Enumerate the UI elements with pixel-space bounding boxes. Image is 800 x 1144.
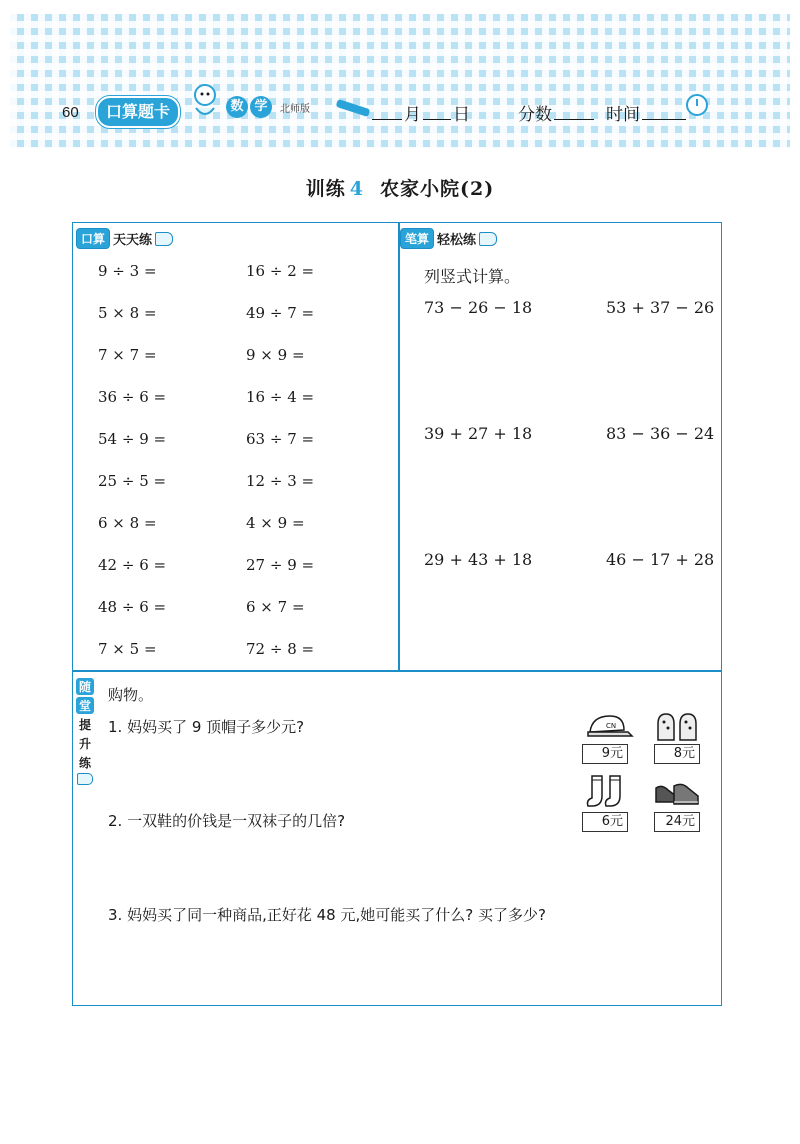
title-prefix: 训练: [305, 178, 346, 200]
oral-problem: 25 ÷ 5 =: [98, 472, 167, 490]
oral-problem: 16 ÷ 4 =: [246, 388, 315, 406]
page-number: 60: [62, 104, 79, 121]
written-expr: 46 − 17 + 28: [606, 550, 715, 569]
book-icon: [155, 232, 173, 246]
written-expr: 83 − 36 − 24: [606, 424, 715, 443]
oral-problem: 72 ÷ 8 =: [246, 640, 315, 658]
oral-problem: 5 × 8 =: [98, 304, 157, 322]
written-tag-chip: 笔算: [400, 228, 434, 249]
oral-problem: 6 × 8 =: [98, 514, 157, 532]
score-blank[interactable]: [554, 103, 594, 120]
question-3: 3. 妈妈买了同一种商品,正好花 48 元,她可能买了什么? 买了多少?: [108, 906, 546, 924]
subject-char-2: 学: [250, 96, 272, 118]
title-name: 农家小院(2): [380, 178, 495, 200]
written-tag-text: 轻松练: [437, 233, 477, 248]
oral-problem: 9 ÷ 3 =: [98, 262, 157, 280]
oral-problem: 49 ÷ 7 =: [246, 304, 315, 322]
classroom-intro: 购物。: [108, 686, 154, 704]
written-expr: 29 + 43 + 18: [424, 550, 533, 569]
day-label: 日: [453, 105, 470, 125]
classroom-tag-char: 随: [76, 678, 94, 695]
socks-icon: [584, 774, 634, 810]
oral-problem: 27 ÷ 9 =: [246, 556, 315, 574]
oral-problem: 6 × 7 =: [246, 598, 305, 616]
price-tag-cap: 9元: [582, 744, 628, 764]
price-tag-mittens: 8元: [654, 744, 700, 764]
classroom-tag-char: 堂: [76, 697, 94, 714]
mascot-icon: [188, 82, 222, 122]
oral-section-tag: [76, 228, 173, 249]
month-blank[interactable]: [372, 103, 402, 120]
month-label: 月: [404, 105, 421, 125]
exercise-frame: [72, 222, 722, 1006]
oral-problem: 54 ÷ 9 =: [98, 430, 167, 448]
page-title: [0, 174, 800, 201]
written-expr: 73 − 26 − 18: [424, 298, 533, 317]
classroom-tag-char: 提: [78, 718, 91, 732]
day-blank[interactable]: [423, 103, 451, 120]
classroom-tag-char: 升: [78, 737, 91, 751]
time-label: 时间: [606, 105, 640, 125]
cap-icon: [584, 710, 634, 746]
oral-problem: 7 × 5 =: [98, 640, 157, 658]
written-expr: 39 + 27 + 18: [424, 424, 533, 443]
oral-problem: 16 ÷ 2 =: [246, 262, 315, 280]
section-divider: [72, 670, 722, 672]
edition-label: 北师版: [280, 103, 310, 115]
score-label: 分数: [518, 105, 552, 125]
date-score-time-fields: [370, 100, 688, 125]
oral-problem: 42 ÷ 6 =: [98, 556, 167, 574]
price-tag-socks: 6元: [582, 812, 628, 832]
book-icon: [77, 773, 93, 785]
written-instruction: 列竖式计算。: [424, 267, 521, 286]
classroom-tag-char: 练: [78, 756, 91, 770]
time-blank[interactable]: [642, 103, 686, 120]
oral-problem: 36 ÷ 6 =: [98, 388, 167, 406]
oral-problem: 4 × 9 =: [246, 514, 305, 532]
classroom-section-tag: [74, 678, 96, 785]
question-2: 2. 一双鞋的价钱是一双袜子的几倍?: [108, 812, 346, 830]
column-divider: [398, 222, 400, 671]
subject-label: [226, 96, 310, 118]
oral-tag-text: 天天练: [113, 233, 153, 248]
subject-char-1: 数: [226, 96, 248, 118]
book-icon: [479, 232, 497, 246]
oral-problem: 48 ÷ 6 =: [98, 598, 167, 616]
oral-problem: 12 ÷ 3 =: [246, 472, 315, 490]
svg-text:CN: CN: [606, 722, 617, 730]
oral-problem: 7 × 7 =: [98, 346, 157, 364]
clock-icon: [686, 94, 708, 116]
written-expr: 53 + 37 − 26: [606, 298, 715, 317]
shoes-icon: [652, 774, 702, 810]
written-section-tag: [400, 228, 497, 249]
logo-badge: 口算题卡: [96, 96, 180, 128]
title-number: 4: [349, 178, 365, 200]
question-1: 1. 妈妈买了 9 顶帽子多少元?: [108, 718, 305, 736]
mittens-icon: [652, 710, 702, 746]
oral-problem: 9 × 9 =: [246, 346, 305, 364]
price-tag-shoes: 24元: [654, 812, 700, 832]
oral-problem: 63 ÷ 7 =: [246, 430, 315, 448]
oral-tag-chip: 口算: [76, 228, 110, 249]
